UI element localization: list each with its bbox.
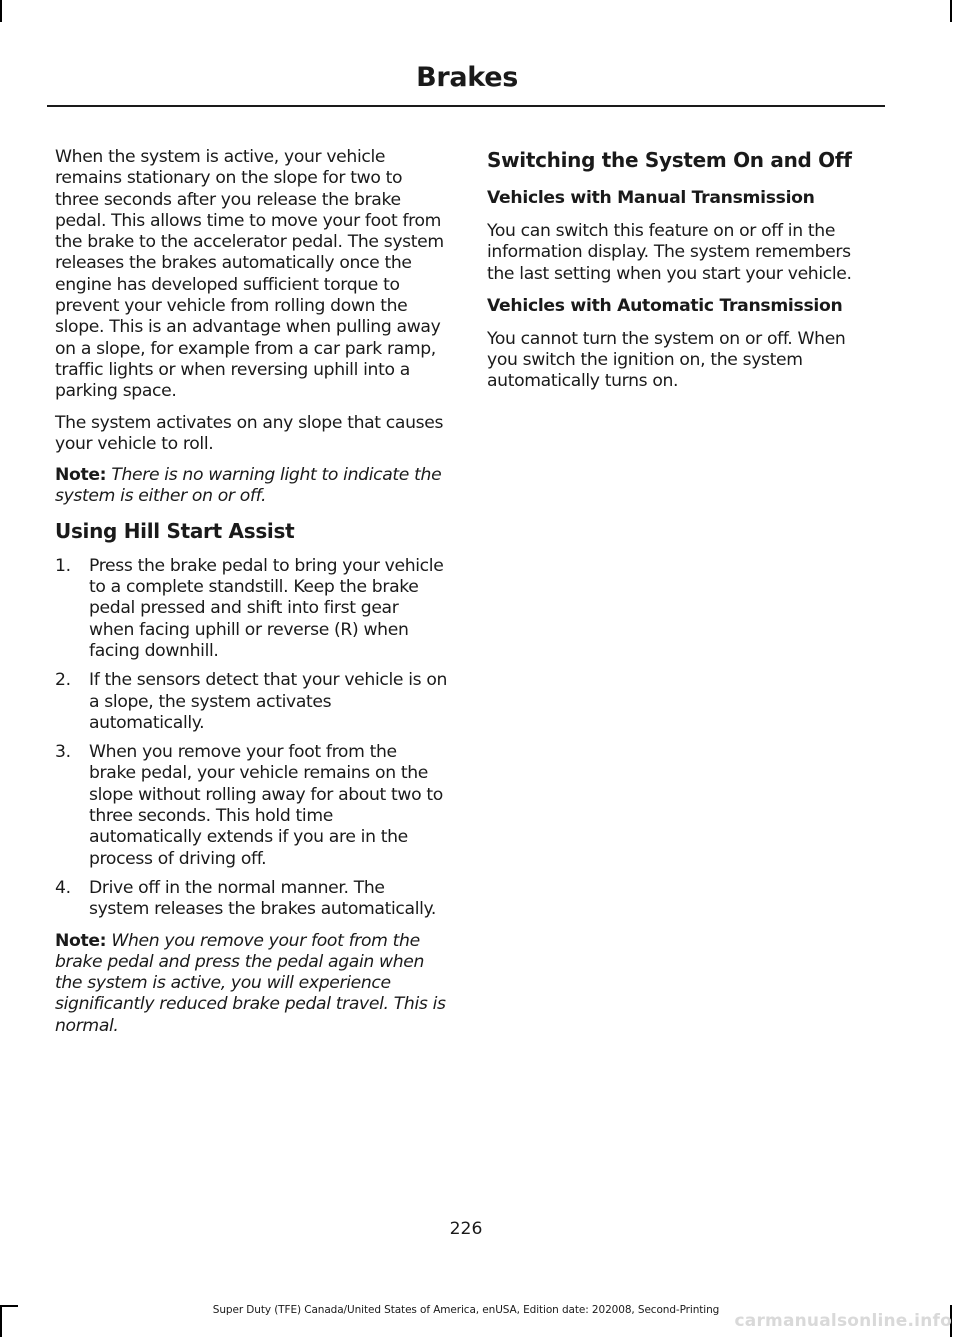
automatic-transmission-text: You cannot turn the system on or off. When you switch the ignition on, the system automatically turns on. (487, 328, 846, 392)
subheading-automatic-transmission: Vehicles with Automatic Transmission (487, 295, 843, 316)
section-heading-switching-system: Switching the System On and Off (487, 148, 852, 172)
step-text: When you remove your foot from the brake pedal, your vehicle remains on the slope without rolling away for about two to three seconds. This hold time automatically extends if you are in the process of driving off. (89, 742, 443, 869)
note-text: There is no warning light to indicate the system is either on or off. (55, 465, 442, 507)
section-heading-using-hill-start-assist: Using Hill Start Assist (55, 518, 295, 543)
left-column (55, 147, 448, 1047)
note-label: Note: (55, 465, 107, 486)
note-label: Note: (55, 930, 107, 951)
step-number: 4. (55, 877, 71, 898)
list-item (55, 878, 448, 921)
note-text: When you remove your foot from the brake pedal and press the pedal again when the system is active, you will experience significantly reduced brake pedal travel. This is normal. (55, 930, 446, 1036)
note-reduced-pedal-travel (55, 931, 448, 1037)
subheading-manual-transmission: Vehicles with Manual Transmission (487, 188, 815, 208)
edition-footer: Super Duty (TFE) Canada/United States of America, enUSA, Edition date: 202008, Second-Printing (212, 1304, 720, 1316)
note-no-warning-light (55, 465, 448, 508)
step-number: 2. (55, 670, 71, 691)
step-text: If the sensors detect that your vehicle is on a slope, the system activates automatically. (89, 670, 448, 733)
activation-paragraph: The system activates on any slope that causes your vehicle to roll. (55, 412, 444, 454)
page-number: 226 (449, 1219, 483, 1239)
step-number: 1. (55, 555, 71, 576)
page-title: Brakes (416, 62, 518, 93)
list-item (55, 742, 448, 870)
list-item (55, 670, 448, 734)
step-number: 3. (55, 742, 71, 763)
crop-mark-top-left (0, 0, 2, 22)
right-column (487, 147, 880, 403)
step-text: Drive off in the normal manner. The system releases the brakes automatically. (89, 877, 437, 920)
manual-transmission-text: You can switch this feature on or off in the information display. The system remembers the last setting when you start your vehicle. (487, 221, 852, 284)
watermark: carmanualsonline.info (734, 1311, 952, 1331)
steps-list (55, 556, 448, 921)
crop-mark-top-right (950, 0, 952, 22)
step-text: Press the brake pedal to bring your vehicle to a complete standstill. Keep the brake pedal pressed and shift into first gear when facing uphill or reverse (R) when facing downhill. (89, 555, 444, 661)
intro-paragraph: When the system is active, your vehicle remains stationary on the slope for two to three seconds after you release the brake pedal. This allows time to move your foot from the brake to the accelerator pedal. The system releases the brakes automatically once the engine has developed sufficient torque to prevent your vehicle from rolling down the slope. This is an advantage when pulling away on a slope, for example from a car park ramp, traffic lights or when reversing uphill into a parking space. (55, 147, 444, 402)
list-item (55, 556, 448, 662)
title-divider (47, 105, 885, 107)
